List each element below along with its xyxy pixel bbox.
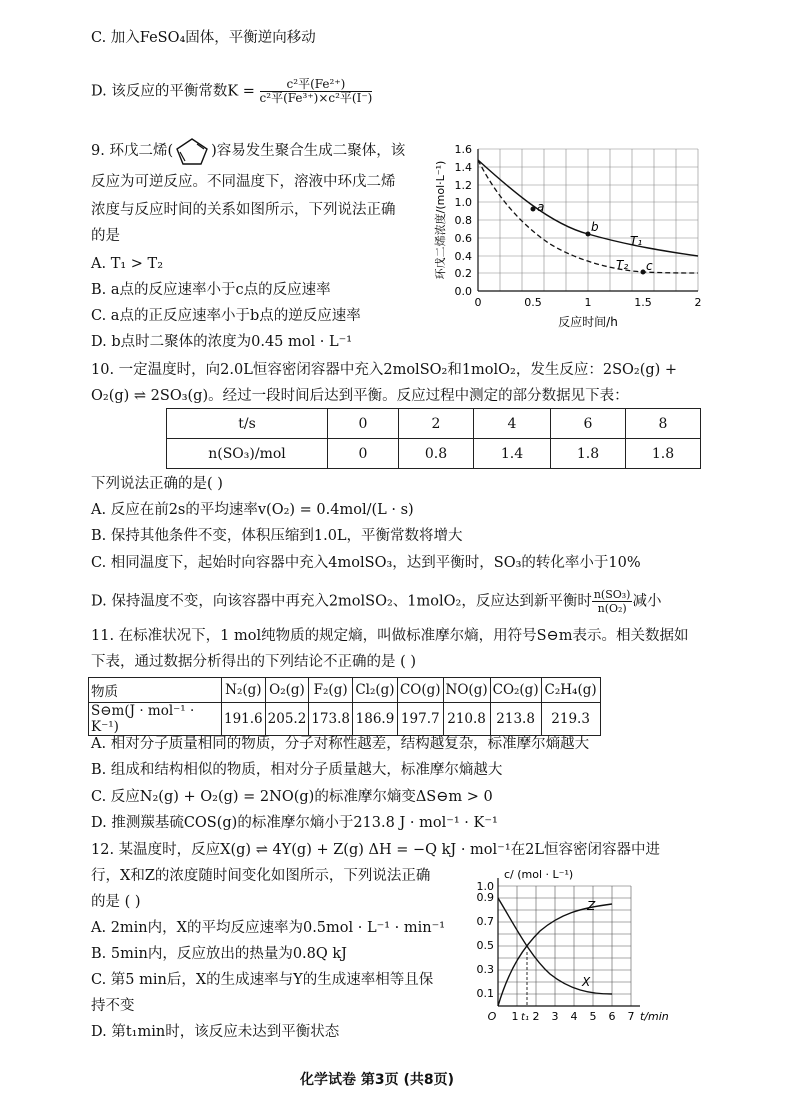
q10-option-d: D. 保持温度不变，向该容器中再充入2molSO₂、1molO₂，反应达到新平衡时 $\frac{\text{n(SO₃)}}{\text{n(O₂)}}$ 减小 bbox=[91, 588, 662, 615]
q9-label-t1: T₁ bbox=[630, 234, 643, 248]
q9-option-a: A. T₁ > T₂ bbox=[91, 256, 164, 272]
q10-table bbox=[166, 408, 701, 469]
q8-k-numerator: c²平(Fe²⁺) bbox=[260, 78, 373, 92]
table-cell: 6 bbox=[551, 409, 626, 439]
q10-stem-line1: 10. 一定温度时，向2.0L恒容密闭容器中充入2molSO₂和1molO₂，发生反应：2SO₂(g) + bbox=[91, 362, 678, 378]
q12-x-tick: 7 bbox=[627, 1010, 635, 1023]
q9-y-tick: 1.0 bbox=[454, 196, 472, 209]
q10-option-c: C. 相同温度下，起始时向容器中充入4molSO₃，达到平衡时，SO₃的转化率小于10% bbox=[91, 555, 641, 571]
q10-ask: 下列说法正确的是( ) bbox=[91, 476, 223, 492]
q12-y-tick: 0.9 bbox=[476, 891, 494, 904]
table-cell: 1.4 bbox=[474, 439, 551, 469]
q9-stem-line4: 的是 bbox=[91, 228, 120, 244]
table-cell: 0.8 bbox=[399, 439, 474, 469]
table-cell: NO(g) bbox=[443, 678, 490, 703]
table-cell: 186.9 bbox=[352, 703, 397, 736]
table-cell: S⊖m(J · mol⁻¹ · K⁻¹) bbox=[89, 703, 222, 736]
q12-x-tick: 6 bbox=[608, 1010, 616, 1023]
q12-x-tick: 2 bbox=[532, 1010, 540, 1023]
q11-option-c: C. 反应N₂(g) + O₂(g) = 2NO(g)的标准摩尔熵变ΔS⊖m > 0 bbox=[91, 789, 493, 805]
table-cell: Cl₂(g) bbox=[352, 678, 397, 703]
q9-point-b bbox=[586, 232, 591, 237]
q9-point-a bbox=[531, 207, 536, 212]
q9-stem-line1: 9. 环戊二烯( )容易发生聚合生成二聚体，该 bbox=[91, 136, 405, 166]
q9-grid bbox=[478, 149, 698, 291]
table-row bbox=[89, 678, 601, 703]
table-cell: C₂H₄(g) bbox=[541, 678, 600, 703]
q12-x-tick: 5 bbox=[589, 1010, 597, 1023]
q8-option-c: C. 加入FeSO₄固体，平衡逆向移动 bbox=[91, 30, 316, 46]
q12-option-b: B. 5min内，反应放出的热量为0.8Q kJ bbox=[91, 946, 347, 962]
q9-concentration-chart bbox=[430, 134, 720, 334]
q12-y-tick: 0.7 bbox=[476, 915, 494, 928]
q9-y-tick: 1.2 bbox=[454, 179, 472, 192]
q9-y-tick: 0.6 bbox=[454, 232, 472, 245]
q10-ratio-fraction: $\frac{\text{n(SO₃)}}{\text{n(O₂)}}$ bbox=[593, 588, 631, 615]
table-cell: 4 bbox=[474, 409, 551, 439]
table-cell: 1.8 bbox=[626, 439, 701, 469]
q9-option-c: C. a点的正反应速率小于b点的逆反应速率 bbox=[91, 308, 361, 324]
q9-stem-line2: 反应为可逆反应。不同温度下，溶液中环戊二烯 bbox=[91, 174, 396, 190]
q11-option-d: D. 推测羰基硫COS(g)的标准摩尔熵小于213.8 J · mol⁻¹ · K⁻¹ bbox=[91, 815, 498, 831]
table-cell: 197.7 bbox=[397, 703, 443, 736]
table-row bbox=[89, 703, 601, 736]
q9-option-b: B. a点的反应速率小于c点的反应速率 bbox=[91, 282, 331, 298]
table-cell: N₂(g) bbox=[222, 678, 266, 703]
q12-option-d: D. 第t₁min时，该反应未达到平衡状态 bbox=[91, 1024, 340, 1040]
table-cell: 2 bbox=[399, 409, 474, 439]
q12-label-z: Z bbox=[587, 899, 596, 913]
table-cell: 物质 bbox=[89, 678, 222, 703]
q9-option-d: D. b点时二聚体的浓度为0.45 mol · L⁻¹ bbox=[91, 334, 353, 350]
table-cell: 0 bbox=[328, 409, 399, 439]
q12-x-tick: 4 bbox=[570, 1010, 578, 1023]
table-cell: 8 bbox=[626, 409, 701, 439]
q8-k-denominator: c²平(Fe³⁺)×c²平(I⁻) bbox=[259, 91, 373, 105]
q12-stem-line1: 12. 某温度时，反应X(g) ⇌ 4Y(g) + Z(g) ΔH = −Q kJ · mol⁻¹在2L恒容密闭容器中进 bbox=[91, 842, 660, 858]
q12-stem-line3: 的是 ( ) bbox=[91, 894, 141, 910]
q8-k-fraction bbox=[260, 78, 373, 105]
q9-y-tick: 0.0 bbox=[454, 285, 472, 298]
q12-x-label: t/min bbox=[640, 1010, 669, 1023]
q9-x-tick: 1.5 bbox=[634, 296, 652, 309]
q9-y-label: 环戊二烯浓度/(mol·L⁻¹) bbox=[434, 160, 447, 280]
table-row bbox=[167, 439, 701, 469]
q9-label-t2: T₂ bbox=[616, 258, 629, 272]
table-cell: O₂(g) bbox=[265, 678, 309, 703]
q12-x-tick: 3 bbox=[551, 1010, 559, 1023]
q12-y-tick: 0.1 bbox=[476, 987, 494, 1000]
table-cell: 0 bbox=[328, 439, 399, 469]
q9-x-tick: 0.5 bbox=[524, 296, 542, 309]
table-cell: 213.8 bbox=[490, 703, 541, 736]
table-cell: F₂(g) bbox=[309, 678, 353, 703]
table-cell: 205.2 bbox=[265, 703, 309, 736]
table-cell: 210.8 bbox=[443, 703, 490, 736]
table-cell: CO₂(g) bbox=[490, 678, 541, 703]
q9-stem-line3: 浓度与反应时间的关系如图所示，下列说法正确 bbox=[91, 202, 396, 218]
q12-option-a: A. 2min内，X的平均反应速率为0.5mol · L⁻¹ · min⁻¹ bbox=[91, 920, 446, 936]
q10-option-a: A. 反应在前2s的平均速率v(O₂) = 0.4mol/(L · s) bbox=[91, 502, 414, 518]
q11-option-a: A. 相对分子质量相同的物质，分子对称性越差，结构越复杂，标准摩尔熵越大 bbox=[91, 736, 590, 752]
q12-option-c-cont: 持不变 bbox=[91, 998, 135, 1014]
table-cell: n(SO₃)/mol bbox=[167, 439, 328, 469]
q12-option-c: C. 第5 min后，X的生成速率与Y的生成速率相等且保 bbox=[91, 972, 434, 988]
q12-x-tick: t₁ bbox=[521, 1012, 529, 1023]
table-row bbox=[167, 409, 701, 439]
q9-y-tick: 0.4 bbox=[454, 250, 472, 263]
q9-y-tick: 1.4 bbox=[454, 161, 472, 174]
q12-concentration-chart bbox=[470, 866, 670, 1026]
q8-d-prefix: D. 该反应的平衡常数K = bbox=[91, 83, 255, 100]
q10-option-b: B. 保持其他条件不变，体积压缩到1.0L，平衡常数将增大 bbox=[91, 528, 463, 544]
q9-x-label: 反应时间/h bbox=[558, 315, 618, 329]
q9-y-tick: 1.6 bbox=[454, 143, 472, 156]
q12-label-x: X bbox=[582, 975, 591, 989]
q12-x-tick: 1 bbox=[511, 1010, 519, 1023]
q12-y-tick: 0.5 bbox=[476, 939, 494, 952]
table-cell: 219.3 bbox=[541, 703, 600, 736]
q11-table bbox=[88, 677, 601, 736]
q9-label-c: c bbox=[646, 259, 653, 273]
q9-x-tick: 1 bbox=[584, 296, 592, 309]
q9-x-tick: 0 bbox=[474, 296, 482, 309]
page-footer: 化学试卷 第3页 (共8页) bbox=[300, 1072, 455, 1088]
q9-y-tick: 0.8 bbox=[454, 214, 472, 227]
q11-stem-line1: 11. 在标准状况下，1 mol纯物质的规定熵，叫做标准摩尔熵，用符号S⊖m表示。相关数据如 bbox=[91, 628, 689, 644]
q12-x-tick: O bbox=[487, 1010, 497, 1023]
table-cell: 1.8 bbox=[551, 439, 626, 469]
table-cell: 173.8 bbox=[309, 703, 353, 736]
q12-y-label: c/ (mol · L⁻¹) bbox=[504, 868, 574, 881]
q9-y-tick: 0.2 bbox=[454, 267, 472, 280]
q9-point-c bbox=[641, 270, 646, 275]
q9-label-a: a bbox=[537, 200, 545, 214]
table-cell: t/s bbox=[167, 409, 328, 439]
cyclopentadiene-structure-icon bbox=[173, 136, 211, 166]
q9-label-b: b bbox=[591, 220, 599, 234]
q10-stem-line2: O₂(g) ⇌ 2SO₃(g)。经过一段时间后达到平衡。反应过程中测定的部分数据见下表： bbox=[91, 388, 629, 404]
q9-x-tick: 2 bbox=[694, 296, 702, 309]
q11-stem-line2: 下表，通过数据分析得出的下列结论不正确的是 ( ) bbox=[91, 654, 417, 670]
q11-option-b: B. 组成和结构相似的物质，相对分子质量越大，标准摩尔熵越大 bbox=[91, 762, 503, 778]
q8-option-d bbox=[91, 78, 372, 105]
q12-y-tick: 0.3 bbox=[476, 963, 494, 976]
q12-y-tick: 1.0 bbox=[476, 880, 494, 893]
q12-stem-line2: 行，X和Z的浓度随时间变化如图所示，下列说法正确 bbox=[91, 868, 431, 884]
table-cell: 191.6 bbox=[222, 703, 266, 736]
table-cell: CO(g) bbox=[397, 678, 443, 703]
